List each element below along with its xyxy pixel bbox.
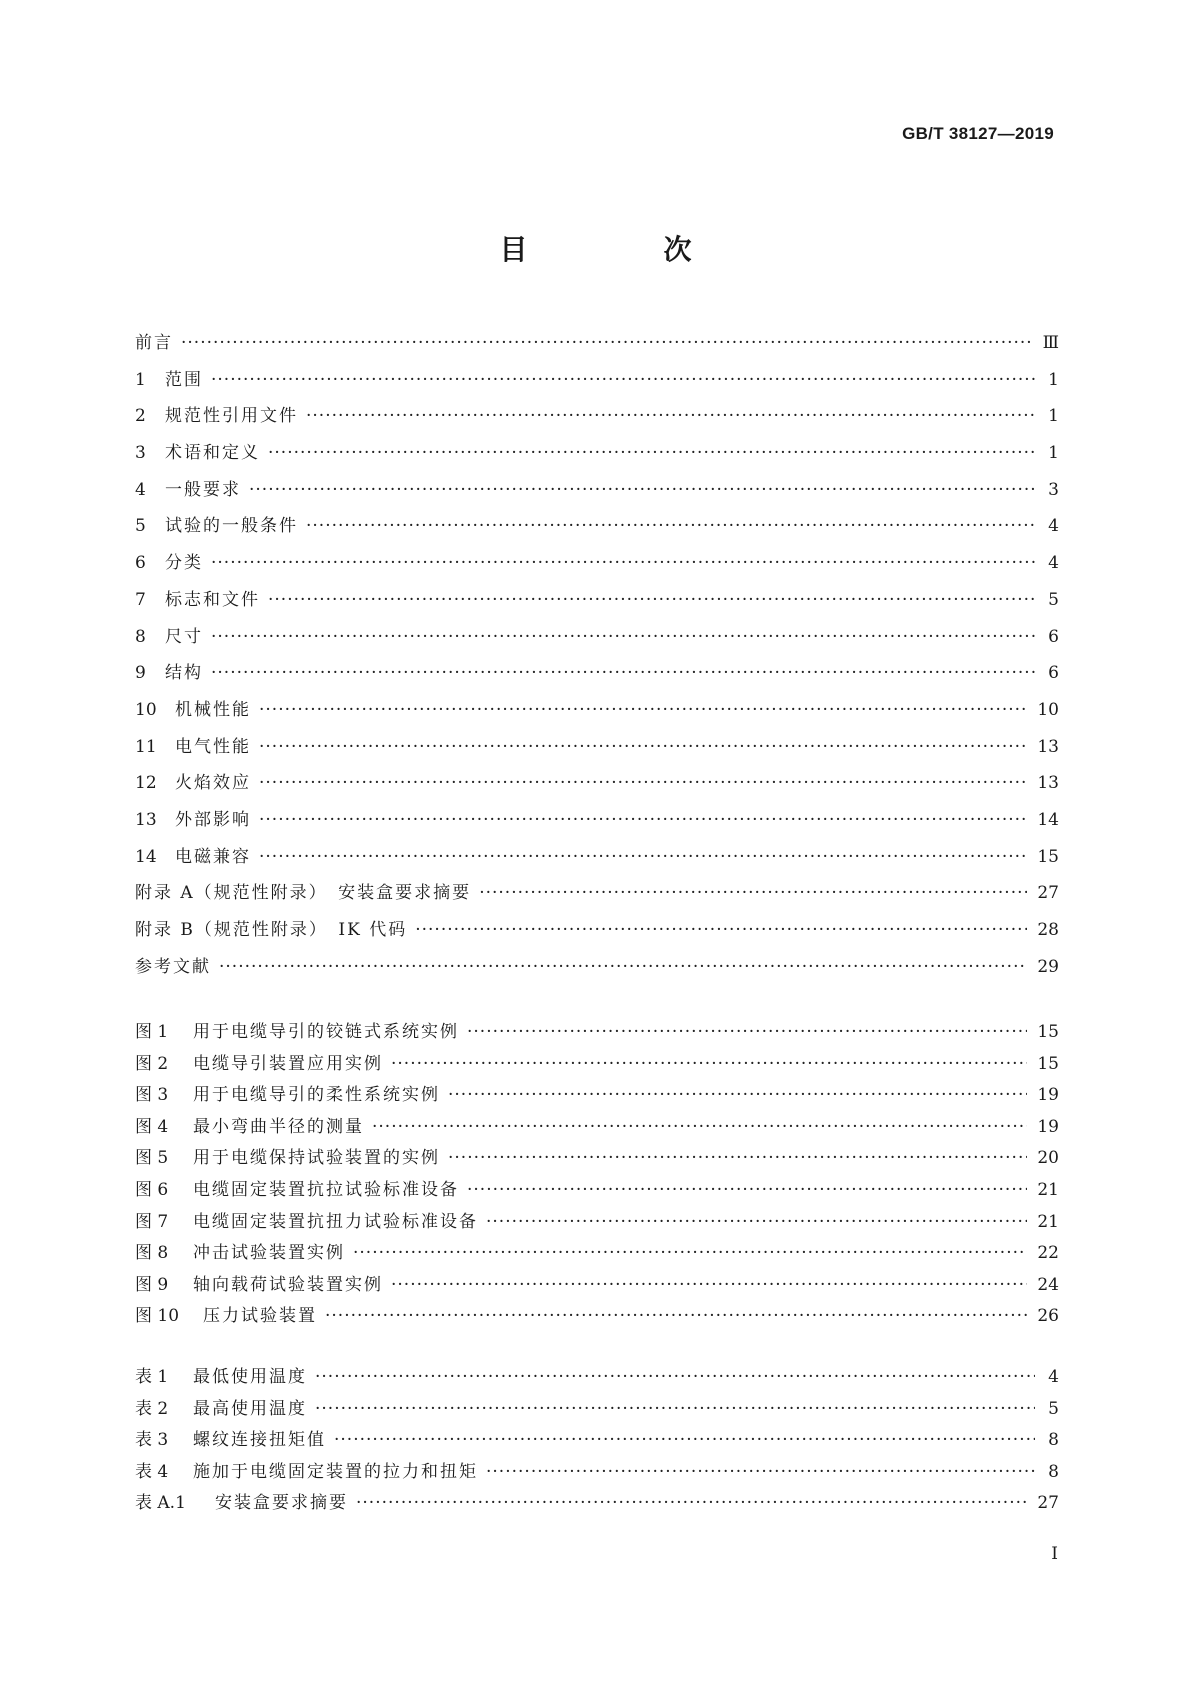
toc-entry-number: 2 [135, 406, 146, 427]
toc-figure-page: 20 [1037, 1148, 1059, 1169]
toc-entry-page: 13 [1037, 773, 1059, 794]
toc-entry-11[interactable] [135, 732, 1059, 769]
toc-figure-label: 用于电缆保持试验装置的实例 [193, 1148, 440, 1169]
dot-leader [259, 773, 1027, 793]
dot-leader [391, 1054, 1027, 1074]
toc-figure-page: 21 [1037, 1211, 1059, 1232]
toc-entry-label: 标志和文件 [165, 589, 260, 610]
toc-table-page: 8 [1048, 1461, 1059, 1482]
dot-leader [259, 737, 1027, 757]
toc-figure-10[interactable] [135, 1301, 1059, 1333]
toc-figure-number: 图 7 [135, 1211, 169, 1232]
toc-figure-2[interactable] [135, 1049, 1059, 1081]
dot-leader [467, 1022, 1027, 1042]
toc-figure-page: 15 [1037, 1053, 1059, 1074]
dot-leader [315, 1367, 1035, 1387]
toc-entry-number: 1 [135, 369, 146, 390]
dot-leader [486, 1212, 1027, 1232]
toc-entry-appendix-a[interactable] [135, 878, 1059, 915]
toc-entry-label: 电气性能 [175, 736, 251, 757]
toc-figure-list [135, 1017, 1059, 1333]
toc-figure-label: 电缆固定装置抗扭力试验标准设备 [193, 1211, 478, 1232]
dot-leader [391, 1275, 1027, 1295]
toc-entry-label: 一般要求 [165, 479, 241, 500]
toc-entry-3[interactable] [135, 438, 1059, 475]
dot-leader [211, 663, 1035, 683]
dot-leader [268, 443, 1035, 463]
dot-leader [306, 406, 1035, 426]
toc-figure-page: 26 [1037, 1306, 1059, 1327]
toc-entry-foreword[interactable] [135, 328, 1059, 365]
toc-entry-page: Ⅲ [1042, 333, 1059, 353]
toc-figure-label: 轴向载荷试验装置实例 [193, 1274, 383, 1295]
dot-leader [467, 1180, 1027, 1200]
toc-entry-2[interactable] [135, 401, 1059, 438]
toc-entry-label: 试验的一般条件 [165, 516, 298, 537]
toc-table-page: 4 [1048, 1367, 1059, 1387]
toc-entry-8[interactable] [135, 622, 1059, 659]
dot-leader [259, 810, 1027, 830]
toc-figure-label: 最小弯曲半径的测量 [193, 1116, 364, 1137]
dot-leader [211, 627, 1035, 647]
toc-figure-number: 图 6 [135, 1179, 169, 1200]
dot-leader [479, 883, 1027, 903]
toc-entry-page: 1 [1048, 369, 1059, 390]
toc-entry-number: 11 [135, 736, 157, 757]
toc-figure-label: 用于电缆导引的铰链式系统实例 [193, 1022, 459, 1042]
dot-leader [211, 370, 1035, 390]
toc-figure-number: 图 3 [135, 1085, 169, 1106]
dot-leader [372, 1117, 1027, 1137]
dot-leader [259, 700, 1027, 720]
toc-entry-13[interactable] [135, 805, 1059, 842]
toc-figure-page: 19 [1037, 1085, 1059, 1106]
toc-entry-10[interactable] [135, 695, 1059, 732]
dot-leader [486, 1462, 1035, 1482]
toc-entry-page: 15 [1037, 846, 1059, 867]
toc-entry-references[interactable] [135, 952, 1059, 989]
toc-entry-label: 规范性引用文件 [165, 406, 298, 427]
toc-entry-number: 8 [135, 626, 146, 647]
toc-figure-number: 图 8 [135, 1243, 169, 1264]
toc-figure-page: 22 [1037, 1243, 1059, 1264]
dot-leader [448, 1148, 1027, 1168]
toc-figure-number: 图 1 [135, 1022, 169, 1042]
dot-leader [448, 1085, 1027, 1105]
toc-figure-3[interactable] [135, 1080, 1059, 1112]
toc-entry-label: 机械性能 [175, 699, 251, 720]
toc-figure-9[interactable] [135, 1270, 1059, 1302]
toc-entry-appendix-b[interactable] [135, 915, 1059, 952]
toc-entry-label: 参考文献 [135, 956, 211, 977]
toc-figure-label: 压力试验装置 [203, 1306, 317, 1327]
toc-figure-number: 图 5 [135, 1148, 169, 1169]
toc-table-number: 表 4 [135, 1461, 169, 1482]
toc-entry-4[interactable] [135, 475, 1059, 512]
toc-entry-label: 术语和定义 [165, 443, 260, 464]
toc-entry-5[interactable] [135, 511, 1059, 548]
toc-entry-page: 1 [1048, 443, 1059, 464]
toc-figure-number: 图 10 [135, 1306, 180, 1327]
toc-table-number: 表 A.1 [135, 1493, 186, 1514]
toc-entry-page: 6 [1048, 663, 1059, 684]
toc-figure-label: 电缆固定装置抗拉试验标准设备 [193, 1179, 459, 1200]
dot-leader [219, 957, 1027, 977]
standard-number: GB/T 38127—2019 [902, 124, 1054, 143]
toc-table-page: 5 [1048, 1398, 1059, 1419]
toc-entry-number: 6 [135, 553, 146, 574]
toc-figure-number: 图 9 [135, 1274, 169, 1295]
toc-entry-page: 10 [1037, 699, 1059, 720]
toc-entry-page: 4 [1048, 516, 1059, 537]
toc-figure-7[interactable] [135, 1207, 1059, 1239]
toc-entry-page: 13 [1037, 736, 1059, 757]
dot-leader [211, 553, 1035, 573]
toc-figure-number: 图 2 [135, 1053, 169, 1074]
toc-entry-number: 7 [135, 589, 146, 610]
toc-table-4[interactable] [135, 1457, 1059, 1489]
toc-table-list [135, 1362, 1059, 1520]
toc-table-a1[interactable] [135, 1488, 1059, 1520]
toc-entry-page: 5 [1048, 589, 1059, 610]
toc-entry-page: 3 [1048, 479, 1059, 500]
toc-entry-label: 范围 [165, 369, 203, 390]
dot-leader [306, 516, 1035, 536]
toc-entry-label: 附录 A（规范性附录） 安装盒要求摘要 [135, 883, 472, 904]
toc-entry-label: 火焰效应 [175, 773, 251, 794]
toc-entry-label: 结构 [165, 663, 203, 684]
dot-leader [356, 1493, 1027, 1513]
dot-leader [415, 920, 1027, 940]
dot-leader [315, 1399, 1035, 1419]
toc-entry-number: 3 [135, 443, 146, 464]
toc-figure-4[interactable] [135, 1112, 1059, 1144]
toc-table-label: 施加于电缆固定装置的拉力和扭矩 [193, 1461, 478, 1482]
toc-entry-14[interactable] [135, 842, 1059, 879]
toc-figure-1[interactable] [135, 1017, 1059, 1049]
toc-title: 目 次 [499, 233, 746, 266]
toc-figure-page: 15 [1037, 1022, 1059, 1042]
toc-entry-number: 9 [135, 663, 146, 684]
toc-figure-page: 21 [1037, 1179, 1059, 1200]
toc-figure-label: 用于电缆导引的柔性系统实例 [193, 1085, 440, 1106]
toc-table-number: 表 3 [135, 1430, 169, 1451]
toc-table-label: 最低使用温度 [193, 1367, 307, 1387]
toc-entry-9[interactable] [135, 658, 1059, 695]
toc-figure-5[interactable] [135, 1143, 1059, 1175]
toc-figure-label: 电缆导引装置应用实例 [193, 1053, 383, 1074]
toc-entry-1[interactable] [135, 365, 1059, 402]
toc-entry-label: 前言 [135, 333, 173, 353]
toc-figure-page: 24 [1037, 1274, 1059, 1295]
dot-leader [325, 1306, 1027, 1326]
toc-entry-page: 29 [1037, 956, 1059, 977]
toc-entry-number: 14 [135, 846, 157, 867]
toc-entry-7[interactable] [135, 585, 1059, 622]
toc-figure-8[interactable] [135, 1238, 1059, 1270]
toc-table-number: 表 2 [135, 1398, 169, 1419]
dot-leader [249, 480, 1035, 500]
toc-figure-page: 19 [1037, 1116, 1059, 1137]
toc-figure-label: 冲击试验装置实例 [193, 1243, 345, 1264]
page-number: I [1051, 1544, 1058, 1564]
toc-figure-6[interactable] [135, 1175, 1059, 1207]
toc-entry-number: 5 [135, 516, 146, 537]
toc-table-3[interactable] [135, 1425, 1059, 1457]
dot-leader [259, 847, 1027, 867]
toc-entry-number: 4 [135, 479, 146, 500]
toc-entry-number: 12 [135, 773, 157, 794]
toc-entry-page: 1 [1048, 406, 1059, 427]
toc-entry-number: 13 [135, 809, 157, 830]
toc-table-number: 表 1 [135, 1367, 169, 1387]
dot-leader [334, 1430, 1035, 1450]
toc-table-label: 螺纹连接扭矩值 [193, 1430, 326, 1451]
toc-main-list [135, 328, 1059, 988]
toc-entry-label: 分类 [165, 553, 203, 574]
toc-table-page: 27 [1037, 1493, 1059, 1514]
toc-entry-page: 6 [1048, 626, 1059, 647]
toc-entry-page: 27 [1037, 883, 1059, 904]
toc-entry-page: 14 [1037, 809, 1059, 830]
dot-leader [353, 1243, 1027, 1263]
toc-entry-page: 28 [1037, 920, 1059, 940]
toc-entry-label: 外部影响 [175, 809, 251, 830]
toc-table-label: 安装盒要求摘要 [215, 1493, 348, 1514]
toc-entry-page: 4 [1048, 553, 1059, 574]
toc-entry-label: 电磁兼容 [175, 846, 251, 867]
toc-table-page: 8 [1048, 1430, 1059, 1451]
toc-entry-12[interactable] [135, 768, 1059, 805]
toc-table-2[interactable] [135, 1394, 1059, 1426]
toc-table-label: 最高使用温度 [193, 1398, 307, 1419]
toc-entry-6[interactable] [135, 548, 1059, 585]
dot-leader [181, 333, 1033, 353]
toc-table-1[interactable] [135, 1362, 1059, 1394]
toc-entry-label: 尺寸 [165, 626, 203, 647]
dot-leader [268, 590, 1035, 610]
toc-entry-number: 10 [135, 699, 157, 720]
toc-entry-label: 附录 B（规范性附录） IK 代码 [135, 920, 408, 940]
toc-figure-number: 图 4 [135, 1116, 169, 1137]
